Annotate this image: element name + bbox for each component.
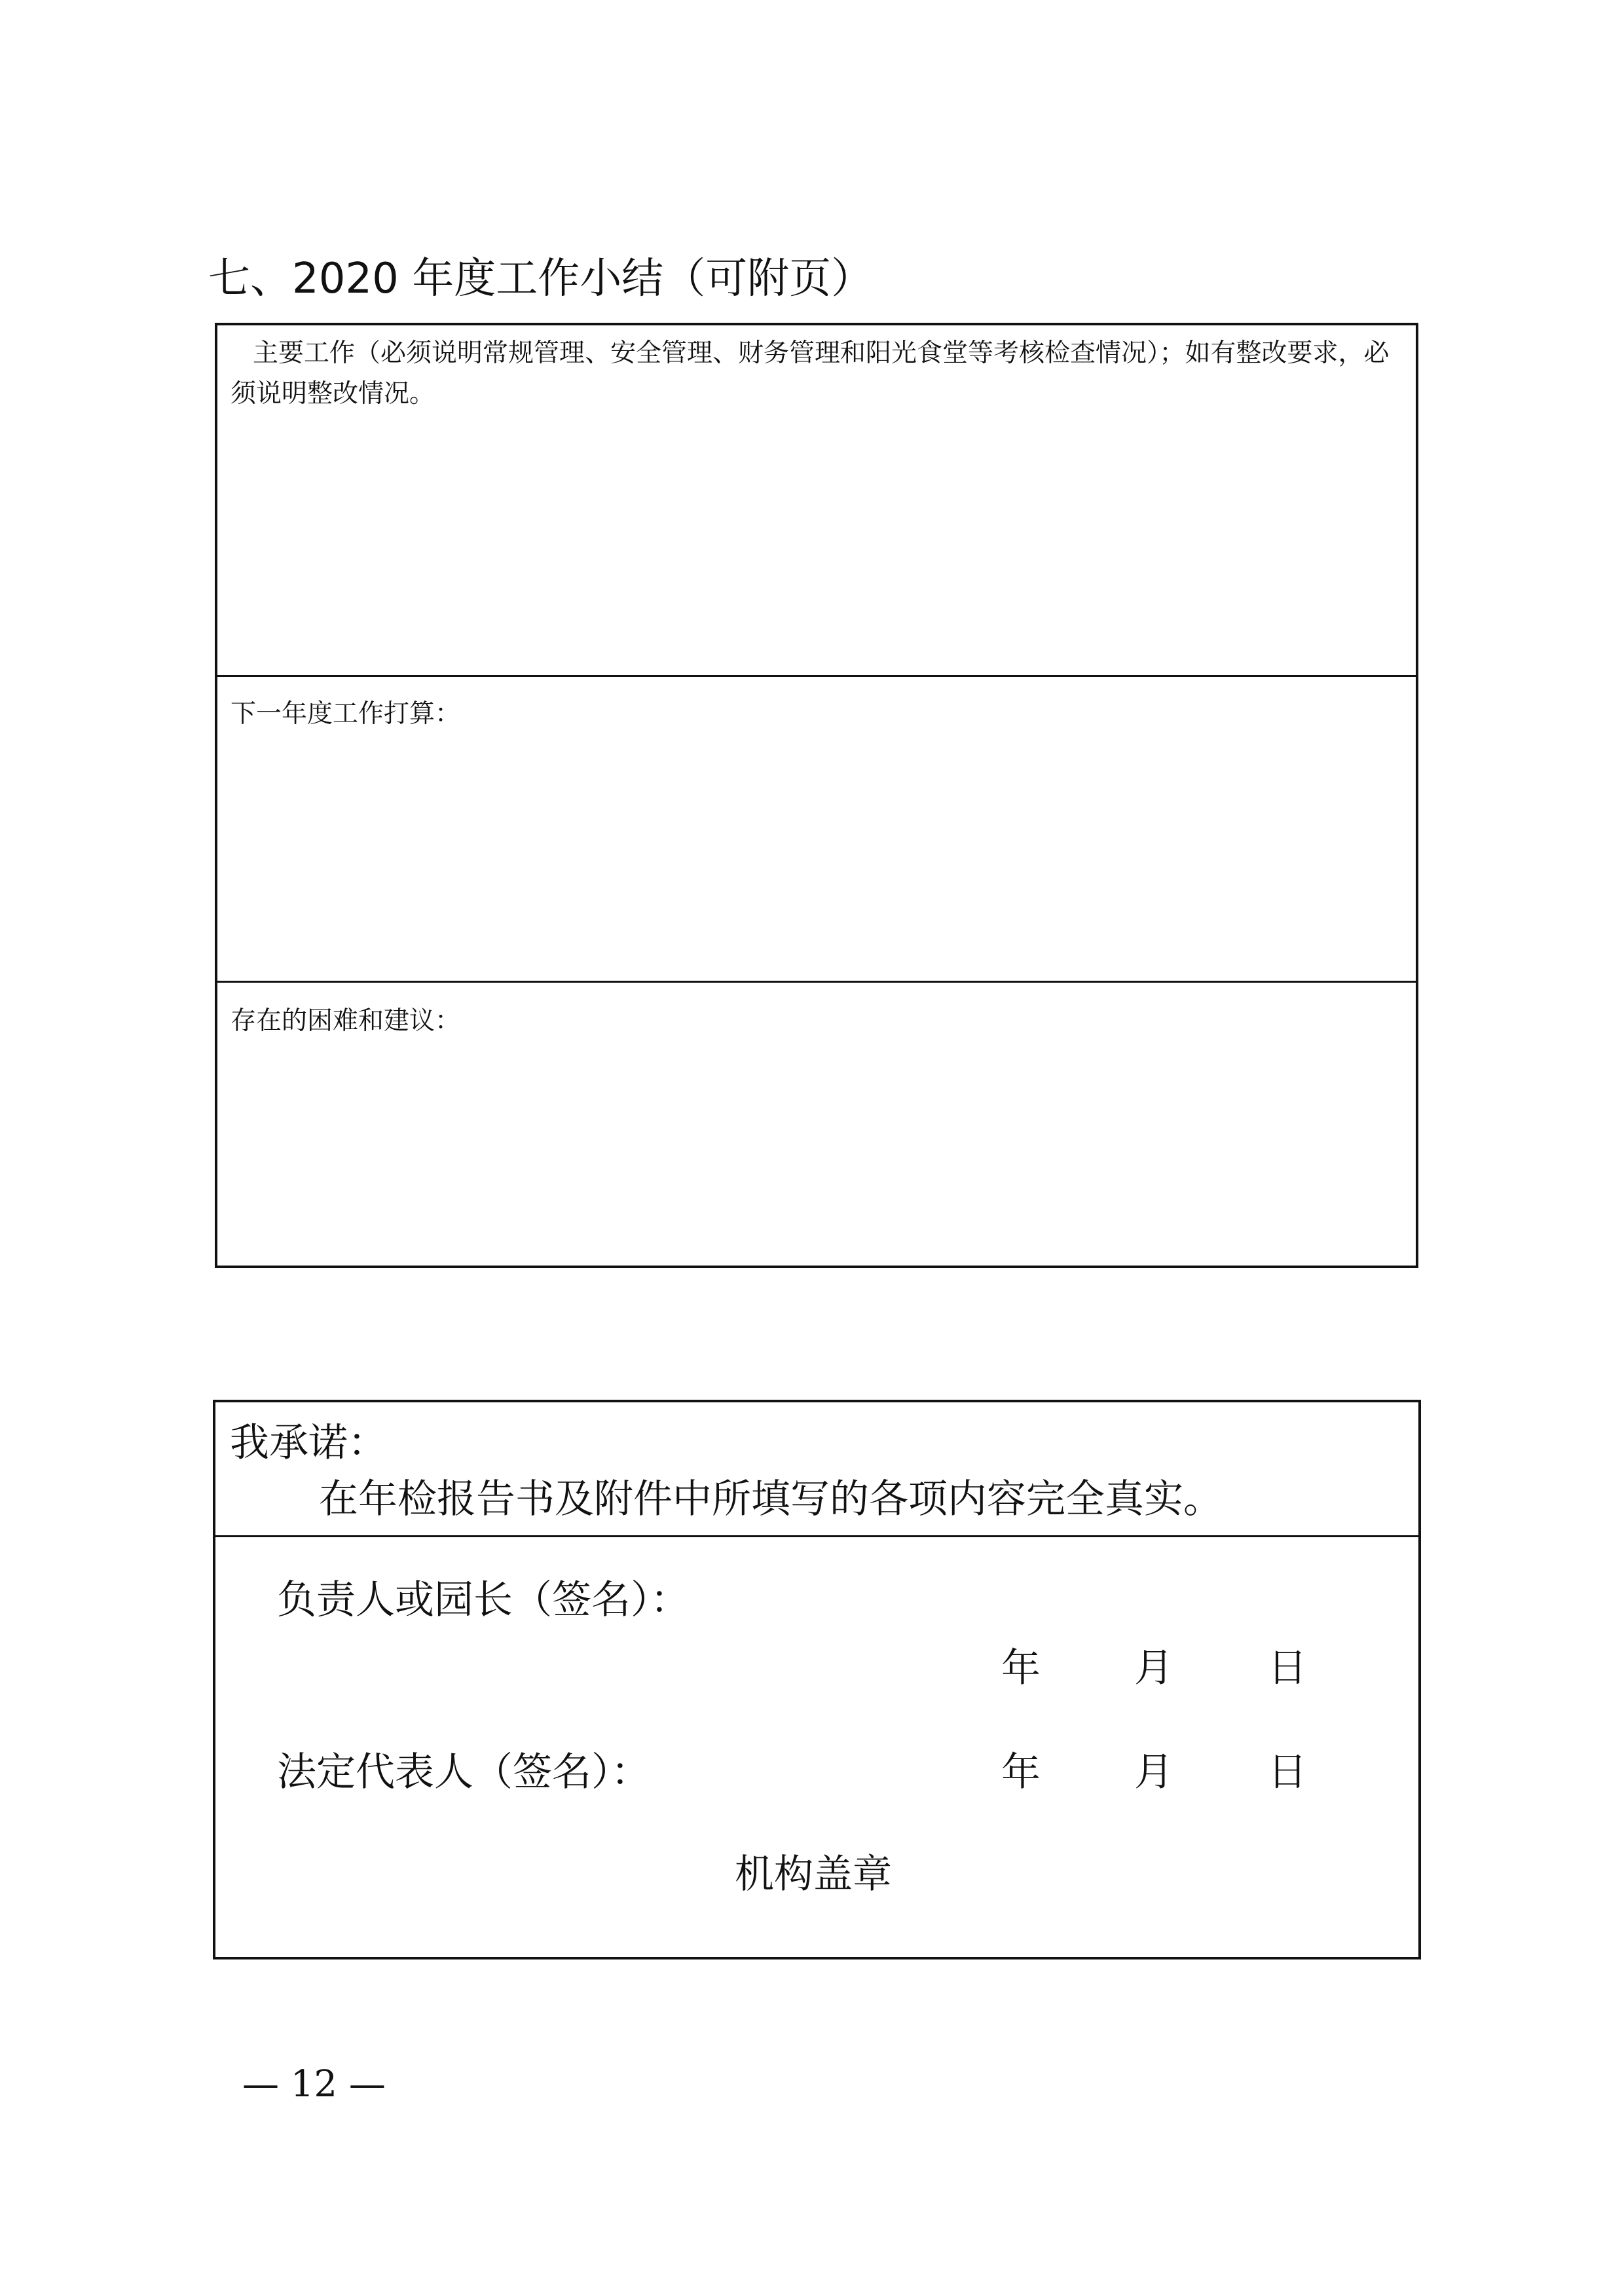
date-year-label: 年 <box>1001 1645 1041 1691</box>
difficulties-label: 存在的困难和建议： <box>231 1006 461 1036</box>
date-day-label: 日 <box>1268 1749 1307 1795</box>
next-year-plan-cell[interactable] <box>217 675 1416 981</box>
date-day-label: 日 <box>1268 1645 1307 1691</box>
section-title: 七、2020 年度工作小结（可附页） <box>208 255 874 303</box>
main-work-cell[interactable] <box>217 325 1416 675</box>
pledge-statement: 在年检报告书及附件中所填写的各项内容完全真实。 <box>319 1476 1223 1522</box>
main-work-label: 主要工作（必须说明常规管理、安全管理、财务管理和阳光食堂等考核检查情况）；如有整改要求，必须说明整改情况。 <box>231 338 1390 409</box>
legal-rep-date[interactable] <box>215 1746 1418 1798</box>
date-month-label: 月 <box>1134 1645 1173 1691</box>
difficulties-cell[interactable] <box>217 981 1416 1268</box>
date-month-label: 月 <box>1134 1749 1173 1795</box>
legal-rep-signature-label: 法定代表人（签名）： <box>277 1749 650 1795</box>
pledge-title: 我承诺： <box>230 1420 387 1466</box>
pledge-header <box>215 1402 1418 1537</box>
date-year-label: 年 <box>1001 1749 1041 1795</box>
pledge-table <box>213 1400 1421 1959</box>
work-summary-table <box>215 323 1418 1268</box>
page-number: — 12 — <box>242 2063 386 2105</box>
seal-label: 机构盖章 <box>735 1851 892 1897</box>
principal-signature-label: 负责人或园长（签名）： <box>277 1577 690 1623</box>
next-year-plan-label: 下一年度工作打算： <box>231 699 461 729</box>
principal-date[interactable] <box>215 1642 1418 1694</box>
